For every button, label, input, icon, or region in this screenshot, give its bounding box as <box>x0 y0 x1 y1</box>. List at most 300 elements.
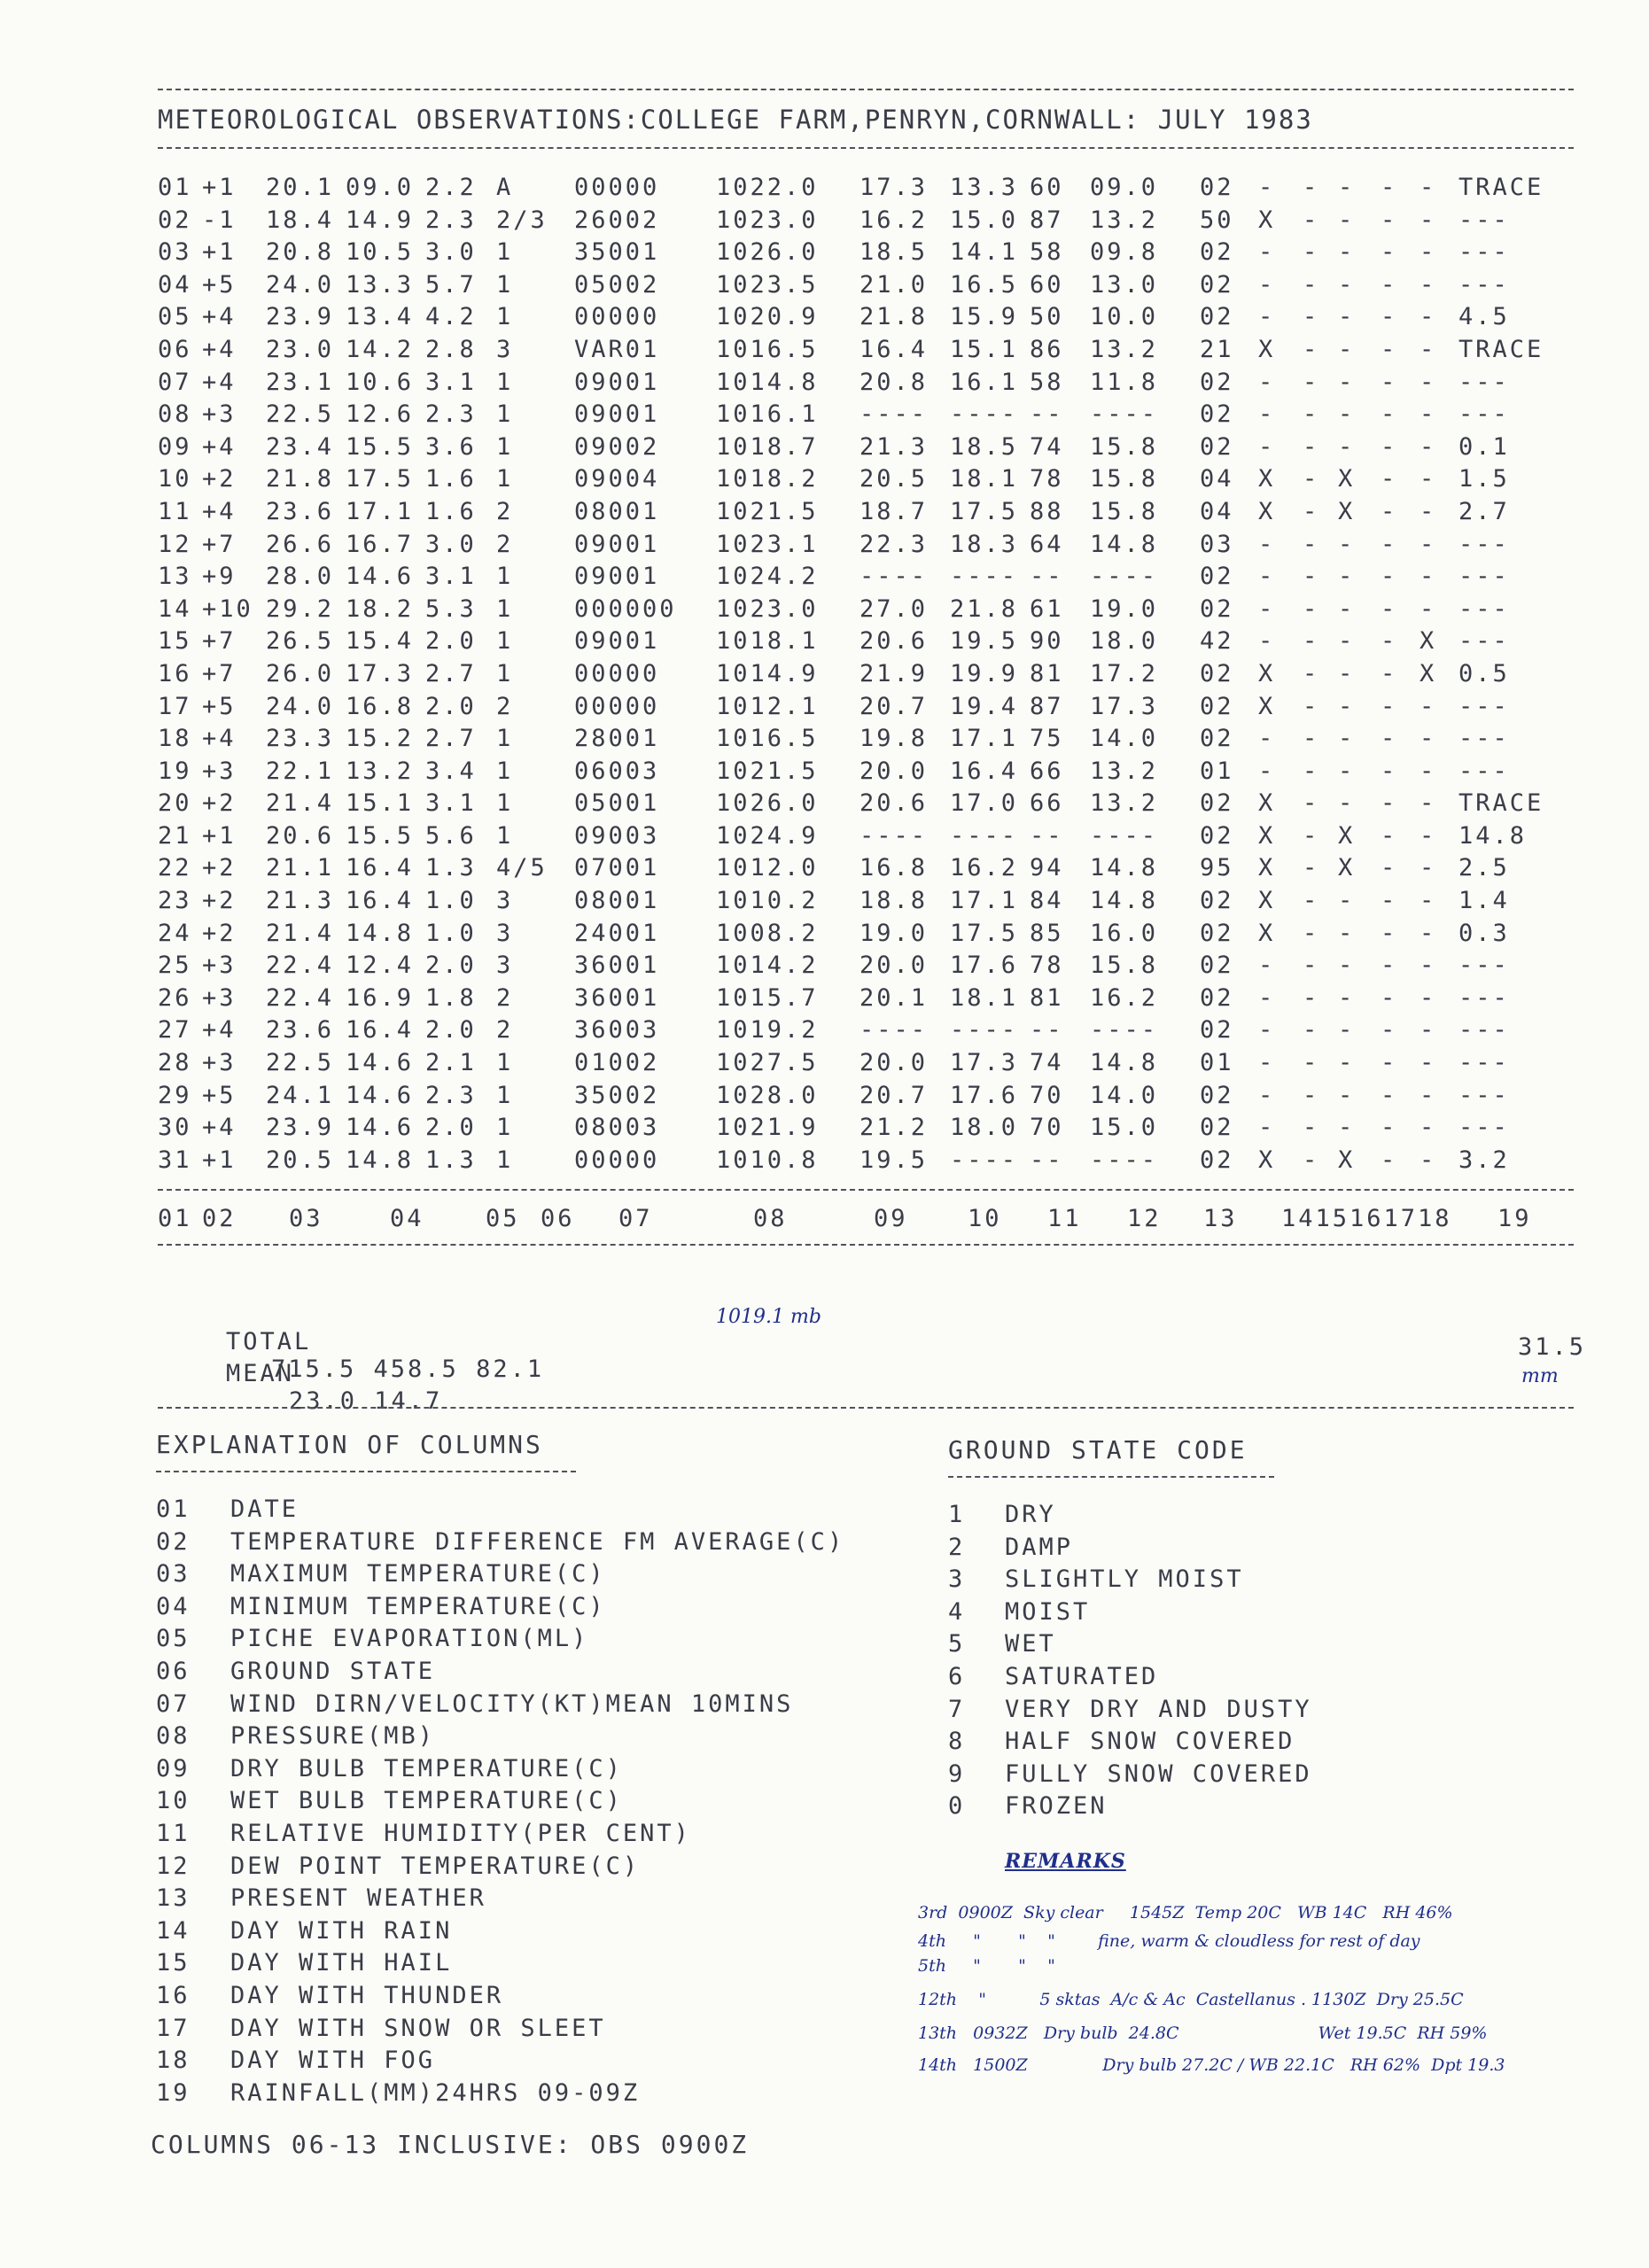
cell-rain-day: X <box>1258 497 1276 525</box>
cell-dry-bulb: 21.9 <box>860 659 929 687</box>
total-label: TOTAL <box>226 1328 312 1355</box>
cell-wind: 36001 <box>574 951 660 980</box>
column-description: DEW POINT TEMPERATURE(C) <box>230 1852 641 1880</box>
cell-ground-state: 1 <box>496 303 514 331</box>
remarks-heading: REMARKS <box>1005 1850 1126 1873</box>
cell-temp-diff: +5 <box>202 1081 237 1109</box>
cell-dew-point: 13.2 <box>1090 335 1159 363</box>
cell-humidity: 61 <box>1030 594 1064 623</box>
cell-dew-point: ---- <box>1090 1016 1159 1045</box>
cell-min-temp: 10.5 <box>346 238 415 267</box>
cell-thunder-day: - <box>1338 659 1356 687</box>
cell-pressure: 1012.1 <box>716 692 819 720</box>
column-description: DAY WITH RAIN <box>230 1916 453 1945</box>
cell-date: 19 <box>158 757 192 785</box>
column-description: MAXIMUM TEMPERATURE(C) <box>230 1560 606 1588</box>
cell-max-temp: 21.4 <box>266 789 335 818</box>
cell-dew-point: 13.0 <box>1090 270 1159 299</box>
total-values: 715.5 458.5 82.1 <box>271 1355 545 1383</box>
cell-dry-bulb: 20.0 <box>860 1049 929 1077</box>
cell-fog-day: - <box>1420 789 1437 818</box>
cell-humidity: 64 <box>1030 530 1064 558</box>
cell-snow-day: - <box>1381 789 1398 818</box>
cell-temp-diff: +7 <box>202 530 237 558</box>
cell-ground-state: 2 <box>496 530 514 558</box>
cell-present-weather: 02 <box>1200 1146 1234 1174</box>
cell-temp-diff: +1 <box>202 238 237 267</box>
cell-rainfall: 4.5 <box>1458 303 1510 331</box>
mean-values: 23.0 14.7 <box>289 1387 443 1415</box>
cell-wet-bulb: 17.1 <box>950 887 1019 915</box>
cell-rainfall: --- <box>1458 238 1510 267</box>
cell-pressure: 1023.0 <box>716 206 819 234</box>
cell-max-temp: 20.6 <box>266 821 335 850</box>
cell-dry-bulb: ---- <box>860 821 929 850</box>
cell-snow-day: - <box>1381 368 1398 396</box>
cell-fog-day: - <box>1420 1146 1437 1174</box>
column-description: DAY WITH THUNDER <box>230 1981 504 2009</box>
column-number: 02 <box>202 1205 237 1232</box>
cell-rain-day: - <box>1258 530 1276 558</box>
cell-wind: 09001 <box>574 400 660 429</box>
column-number: 11 <box>1047 1205 1082 1232</box>
cell-humidity: 78 <box>1030 465 1064 493</box>
cell-rain-day: X <box>1258 919 1276 947</box>
cell-min-temp: 13.2 <box>346 757 415 785</box>
cell-temp-diff: +4 <box>202 725 237 753</box>
cell-snow-day: - <box>1381 270 1398 299</box>
cell-min-temp: 12.4 <box>346 951 415 980</box>
cell-ground-state: 1 <box>496 659 514 687</box>
cell-evaporation: 2.2 <box>425 174 477 201</box>
cell-max-temp: 24.1 <box>266 1081 335 1109</box>
cell-rain-day: X <box>1258 659 1276 687</box>
cell-fog-day: X <box>1420 627 1437 656</box>
cell-rain-day: X <box>1258 692 1276 720</box>
cell-thunder-day: - <box>1338 206 1356 234</box>
column-code: 14 <box>156 1916 191 1945</box>
table-bottom-divider <box>158 1189 1574 1191</box>
cell-humidity: 87 <box>1030 206 1064 234</box>
cell-min-temp: 14.6 <box>346 1049 415 1077</box>
column-code: 08 <box>156 1722 191 1751</box>
cell-present-weather: 01 <box>1200 757 1234 785</box>
cell-date: 30 <box>158 1114 192 1142</box>
cell-date: 17 <box>158 692 192 720</box>
cell-thunder-day: - <box>1338 238 1356 267</box>
cell-evaporation: 1.3 <box>425 854 477 882</box>
cell-wind: 09001 <box>574 627 660 656</box>
cell-rainfall: TRACE <box>1458 174 1544 201</box>
remark-line: 12th " 5 sktas A/c & Ac Castellanus . 1130Z Dry 25.5C <box>918 1990 1464 2009</box>
cell-max-temp: 24.0 <box>266 270 335 299</box>
remark-line: 3rd 0900Z Sky clear 1545Z Temp 20C WB 14C RH 46% <box>918 1903 1453 1922</box>
column-number: 07 <box>618 1205 653 1232</box>
cell-dew-point: ---- <box>1090 400 1159 429</box>
cell-wind: 08001 <box>574 497 660 525</box>
cell-wind: 09001 <box>574 563 660 591</box>
cell-date: 31 <box>158 1146 192 1174</box>
cell-pressure: 1022.0 <box>716 174 819 201</box>
cell-dry-bulb: ---- <box>860 563 929 591</box>
cell-rainfall: TRACE <box>1458 335 1544 363</box>
cell-evaporation: 2.8 <box>425 335 477 363</box>
cell-ground-state: 1 <box>496 594 514 623</box>
cell-hail-day: - <box>1303 1114 1320 1142</box>
cell-date: 18 <box>158 725 192 753</box>
cell-ground-state: 3 <box>496 887 514 915</box>
ground-description: HALF SNOW COVERED <box>1005 1728 1295 1756</box>
cell-dew-point: ---- <box>1090 821 1159 850</box>
cell-wet-bulb: 19.4 <box>950 692 1019 720</box>
ground-code: 2 <box>948 1533 966 1561</box>
cell-wind: 08003 <box>574 1114 660 1142</box>
cell-snow-day: - <box>1381 530 1398 558</box>
remark-line: 14th 1500Z Dry bulb 27.2C / WB 22.1C RH 62% Dpt 19.3 <box>918 2055 1505 2075</box>
cell-thunder-day: - <box>1338 1016 1356 1045</box>
cell-wind: 09004 <box>574 465 660 493</box>
cell-present-weather: 50 <box>1200 206 1234 234</box>
cell-humidity: -- <box>1030 1016 1064 1045</box>
cell-wet-bulb: 13.3 <box>950 174 1019 201</box>
column-code: 17 <box>156 2014 191 2042</box>
cell-present-weather: 02 <box>1200 919 1234 947</box>
remark-line: 13th 0932Z Dry bulb 24.8C Wet 19.5C RH 59% <box>918 2023 1488 2043</box>
ground-description: FROZEN <box>1005 1792 1108 1821</box>
cell-ground-state: 1 <box>496 821 514 850</box>
column-code: 19 <box>156 2078 191 2107</box>
cell-ground-state: 2 <box>496 497 514 525</box>
cell-date: 29 <box>158 1081 192 1109</box>
cell-dew-point: 14.8 <box>1090 1049 1159 1077</box>
cell-dew-point: 18.0 <box>1090 627 1159 656</box>
cell-date: 02 <box>158 206 192 234</box>
ground-description: VERY DRY AND DUSTY <box>1005 1695 1312 1723</box>
cell-min-temp: 16.4 <box>346 887 415 915</box>
cell-rain-day: X <box>1258 335 1276 363</box>
ground-code: 5 <box>948 1630 966 1658</box>
cell-pressure: 1014.8 <box>716 368 819 396</box>
cell-wind: 07001 <box>574 854 660 882</box>
cell-fog-day: - <box>1420 238 1437 267</box>
cell-present-weather: 02 <box>1200 659 1234 687</box>
cell-rainfall: --- <box>1458 563 1510 591</box>
cell-present-weather: 02 <box>1200 887 1234 915</box>
cell-fog-day: - <box>1420 335 1437 363</box>
cell-wind: 09003 <box>574 821 660 850</box>
cell-present-weather: 02 <box>1200 270 1234 299</box>
cell-thunder-day: - <box>1338 983 1356 1012</box>
cell-rainfall: 1.5 <box>1458 465 1510 493</box>
explanation-heading: EXPLANATION OF COLUMNS <box>156 1430 543 1459</box>
cell-thunder-day: - <box>1338 919 1356 947</box>
cell-ground-state: 1 <box>496 400 514 429</box>
cell-ground-state: 2/3 <box>496 206 548 234</box>
cell-fog-day: - <box>1420 432 1437 461</box>
cell-wet-bulb: 18.1 <box>950 983 1019 1012</box>
cell-rainfall: TRACE <box>1458 789 1544 818</box>
cell-dew-point: 14.0 <box>1090 1081 1159 1109</box>
cell-humidity: 90 <box>1030 627 1064 656</box>
cell-temp-diff: +4 <box>202 432 237 461</box>
cell-fog-day: X <box>1420 659 1437 687</box>
cell-snow-day: - <box>1381 238 1398 267</box>
cell-wet-bulb: ---- <box>950 563 1019 591</box>
column-code: 16 <box>156 1981 191 2009</box>
cell-thunder-day: - <box>1338 400 1356 429</box>
cell-evaporation: 2.7 <box>425 725 477 753</box>
column-code: 13 <box>156 1884 191 1913</box>
cell-min-temp: 14.9 <box>346 206 415 234</box>
cell-rain-day: - <box>1258 432 1276 461</box>
cell-present-weather: 42 <box>1200 627 1234 656</box>
cell-dry-bulb: 20.8 <box>860 368 929 396</box>
cell-ground-state: 1 <box>496 368 514 396</box>
cell-dry-bulb: 21.8 <box>860 303 929 331</box>
cell-evaporation: 1.6 <box>425 465 477 493</box>
cell-hail-day: - <box>1303 530 1320 558</box>
cell-fog-day: - <box>1420 1016 1437 1045</box>
cell-temp-diff: +4 <box>202 368 237 396</box>
cell-rainfall: 2.7 <box>1458 497 1510 525</box>
cell-fog-day: - <box>1420 206 1437 234</box>
cell-min-temp: 16.4 <box>346 854 415 882</box>
cell-max-temp: 22.4 <box>266 983 335 1012</box>
cell-date: 20 <box>158 789 192 818</box>
column-description: DAY WITH FOG <box>230 2047 436 2075</box>
cell-thunder-day: - <box>1338 270 1356 299</box>
column-description: RAINFALL(MM)24HRS 09-09Z <box>230 2078 641 2107</box>
cell-min-temp: 15.1 <box>346 789 415 818</box>
cell-temp-diff: +5 <box>202 270 237 299</box>
cell-dry-bulb: 16.2 <box>860 206 929 234</box>
cell-wet-bulb: 18.1 <box>950 465 1019 493</box>
cell-wet-bulb: 17.6 <box>950 1081 1019 1109</box>
cell-ground-state: 3 <box>496 951 514 980</box>
cell-max-temp: 22.1 <box>266 757 335 785</box>
cell-ground-state: 2 <box>496 692 514 720</box>
cell-snow-day: - <box>1381 335 1398 363</box>
cell-ground-state: 1 <box>496 725 514 753</box>
cell-dew-point: 15.0 <box>1090 1114 1159 1142</box>
column-number: 01 <box>158 1205 192 1232</box>
cell-hail-day: - <box>1303 1016 1320 1045</box>
cell-snow-day: - <box>1381 400 1398 429</box>
cell-hail-day: - <box>1303 174 1320 201</box>
cell-snow-day: - <box>1381 497 1398 525</box>
cell-snow-day: - <box>1381 1146 1398 1174</box>
cell-thunder-day: - <box>1338 530 1356 558</box>
cell-wind: 01002 <box>574 1049 660 1077</box>
cell-ground-state: 3 <box>496 919 514 947</box>
cell-snow-day: - <box>1381 1016 1398 1045</box>
cell-rain-day: - <box>1258 1081 1276 1109</box>
cell-humidity: 66 <box>1030 757 1064 785</box>
cell-min-temp: 10.6 <box>346 368 415 396</box>
cell-pressure: 1023.1 <box>716 530 819 558</box>
cell-dry-bulb: 18.8 <box>860 887 929 915</box>
cell-max-temp: 23.6 <box>266 1016 335 1045</box>
cell-rain-day: X <box>1258 1146 1276 1174</box>
cell-present-weather: 02 <box>1200 174 1234 201</box>
cell-min-temp: 09.0 <box>346 174 415 201</box>
cell-humidity: 74 <box>1030 1049 1064 1077</box>
cell-evaporation: 1.0 <box>425 887 477 915</box>
cell-max-temp: 21.8 <box>266 465 335 493</box>
cell-min-temp: 15.5 <box>346 432 415 461</box>
cell-date: 23 <box>158 887 192 915</box>
cell-ground-state: 1 <box>496 1081 514 1109</box>
cell-hail-day: - <box>1303 1146 1320 1174</box>
cell-date: 10 <box>158 465 192 493</box>
cell-rainfall: --- <box>1458 951 1510 980</box>
cell-wet-bulb: 19.9 <box>950 659 1019 687</box>
cell-present-weather: 02 <box>1200 238 1234 267</box>
cell-present-weather: 01 <box>1200 1049 1234 1077</box>
cell-dry-bulb: 21.3 <box>860 432 929 461</box>
cell-dry-bulb: 20.7 <box>860 1081 929 1109</box>
cell-humidity: -- <box>1030 1146 1064 1174</box>
cell-dry-bulb: 20.1 <box>860 983 929 1012</box>
explanation-divider <box>158 1407 1574 1409</box>
cell-wet-bulb: 21.8 <box>950 594 1019 623</box>
cell-dew-point: 17.3 <box>1090 692 1159 720</box>
ground-code: 3 <box>948 1565 966 1594</box>
cell-date: 11 <box>158 497 192 525</box>
cell-rainfall: --- <box>1458 725 1510 753</box>
column-code: 15 <box>156 1949 191 1977</box>
cell-max-temp: 21.4 <box>266 919 335 947</box>
column-description: PRESENT WEATHER <box>230 1884 486 1913</box>
cell-snow-day: - <box>1381 174 1398 201</box>
cell-present-weather: 02 <box>1200 563 1234 591</box>
cell-dry-bulb: 21.0 <box>860 270 929 299</box>
cell-rain-day: - <box>1258 303 1276 331</box>
cell-evaporation: 3.0 <box>425 238 477 267</box>
cell-snow-day: - <box>1381 821 1398 850</box>
cell-evaporation: 2.1 <box>425 1049 477 1077</box>
cell-present-weather: 02 <box>1200 821 1234 850</box>
cell-thunder-day: X <box>1338 465 1356 493</box>
ground-state-heading: GROUND STATE CODE <box>948 1435 1248 1464</box>
cell-min-temp: 18.2 <box>346 594 415 623</box>
cell-fog-day: - <box>1420 563 1437 591</box>
cell-rain-day: - <box>1258 238 1276 267</box>
column-code: 18 <box>156 2047 191 2075</box>
cell-humidity: -- <box>1030 821 1064 850</box>
cell-pressure: 1012.0 <box>716 854 819 882</box>
cell-snow-day: - <box>1381 951 1398 980</box>
cell-ground-state: 3 <box>496 335 514 363</box>
cell-evaporation: 5.6 <box>425 821 477 850</box>
cell-snow-day: - <box>1381 692 1398 720</box>
cell-temp-diff: +1 <box>202 174 237 201</box>
cell-dry-bulb: 20.6 <box>860 789 929 818</box>
cell-fog-day: - <box>1420 1081 1437 1109</box>
cell-evaporation: 1.0 <box>425 919 477 947</box>
cell-max-temp: 22.5 <box>266 400 335 429</box>
cell-ground-state: 1 <box>496 238 514 267</box>
cell-thunder-day: - <box>1338 692 1356 720</box>
column-description: DAY WITH SNOW OR SLEET <box>230 2014 606 2042</box>
ground-code: 8 <box>948 1728 966 1756</box>
cell-humidity: 75 <box>1030 725 1064 753</box>
cell-evaporation: 4.2 <box>425 303 477 331</box>
cell-humidity: -- <box>1030 400 1064 429</box>
column-number: 13 <box>1203 1205 1238 1232</box>
cell-pressure: 1028.0 <box>716 1081 819 1109</box>
cell-dry-bulb: 16.8 <box>860 854 929 882</box>
cell-humidity: 60 <box>1030 174 1064 201</box>
cell-hail-day: - <box>1303 400 1320 429</box>
cell-hail-day: - <box>1303 497 1320 525</box>
cell-temp-diff: +4 <box>202 335 237 363</box>
cell-wind: 05002 <box>574 270 660 299</box>
cell-thunder-day: - <box>1338 594 1356 623</box>
cell-max-temp: 22.5 <box>266 1049 335 1077</box>
cell-dew-point: 15.8 <box>1090 497 1159 525</box>
cell-hail-day: - <box>1303 821 1320 850</box>
cell-hail-day: - <box>1303 594 1320 623</box>
cell-wind: 00000 <box>574 692 660 720</box>
ground-description: SLIGHTLY MOIST <box>1005 1565 1244 1594</box>
cell-wet-bulb: ---- <box>950 1016 1019 1045</box>
cell-dry-bulb: 20.5 <box>860 465 929 493</box>
cell-thunder-day: - <box>1338 563 1356 591</box>
cell-date: 05 <box>158 303 192 331</box>
cell-rainfall: 3.2 <box>1458 1146 1510 1174</box>
cell-min-temp: 12.6 <box>346 400 415 429</box>
cell-present-weather: 02 <box>1200 368 1234 396</box>
cell-humidity: 81 <box>1030 983 1064 1012</box>
cell-humidity: 78 <box>1030 951 1064 980</box>
ground-code: 1 <box>948 1501 966 1528</box>
cell-temp-diff: +7 <box>202 659 237 687</box>
cell-date: 21 <box>158 821 192 850</box>
cell-temp-diff: +9 <box>202 563 237 591</box>
cell-dry-bulb: 22.3 <box>860 530 929 558</box>
ground-description: DRY <box>1005 1501 1056 1528</box>
cell-evaporation: 2.0 <box>425 692 477 720</box>
cell-min-temp: 17.3 <box>346 659 415 687</box>
cell-humidity: 70 <box>1030 1114 1064 1142</box>
cell-hail-day: - <box>1303 1081 1320 1109</box>
cell-fog-day: - <box>1420 692 1437 720</box>
cell-humidity: 60 <box>1030 270 1064 299</box>
cell-hail-day: - <box>1303 951 1320 980</box>
cell-hail-day: - <box>1303 368 1320 396</box>
cell-rain-day: - <box>1258 270 1276 299</box>
cell-humidity: 86 <box>1030 335 1064 363</box>
cell-hail-day: - <box>1303 563 1320 591</box>
cell-wet-bulb: ---- <box>950 1146 1019 1174</box>
cell-hail-day: - <box>1303 1049 1320 1077</box>
cell-fog-day: - <box>1420 821 1437 850</box>
cell-max-temp: 18.4 <box>266 206 335 234</box>
cell-dry-bulb: 20.0 <box>860 757 929 785</box>
cell-pressure: 1027.5 <box>716 1049 819 1077</box>
cell-date: 09 <box>158 432 192 461</box>
cell-dry-bulb: 19.5 <box>860 1146 929 1174</box>
cell-ground-state: 1 <box>496 627 514 656</box>
cell-rainfall: --- <box>1458 627 1510 656</box>
cell-snow-day: - <box>1381 563 1398 591</box>
cell-temp-diff: +2 <box>202 789 237 818</box>
document-title: METEOROLOGICAL OBSERVATIONS:COLLEGE FARM,PENRYN,CORNWALL: JULY 1983 <box>158 105 1313 135</box>
cell-humidity: 81 <box>1030 659 1064 687</box>
column-number: 19 <box>1497 1205 1532 1232</box>
cell-date: 08 <box>158 400 192 429</box>
